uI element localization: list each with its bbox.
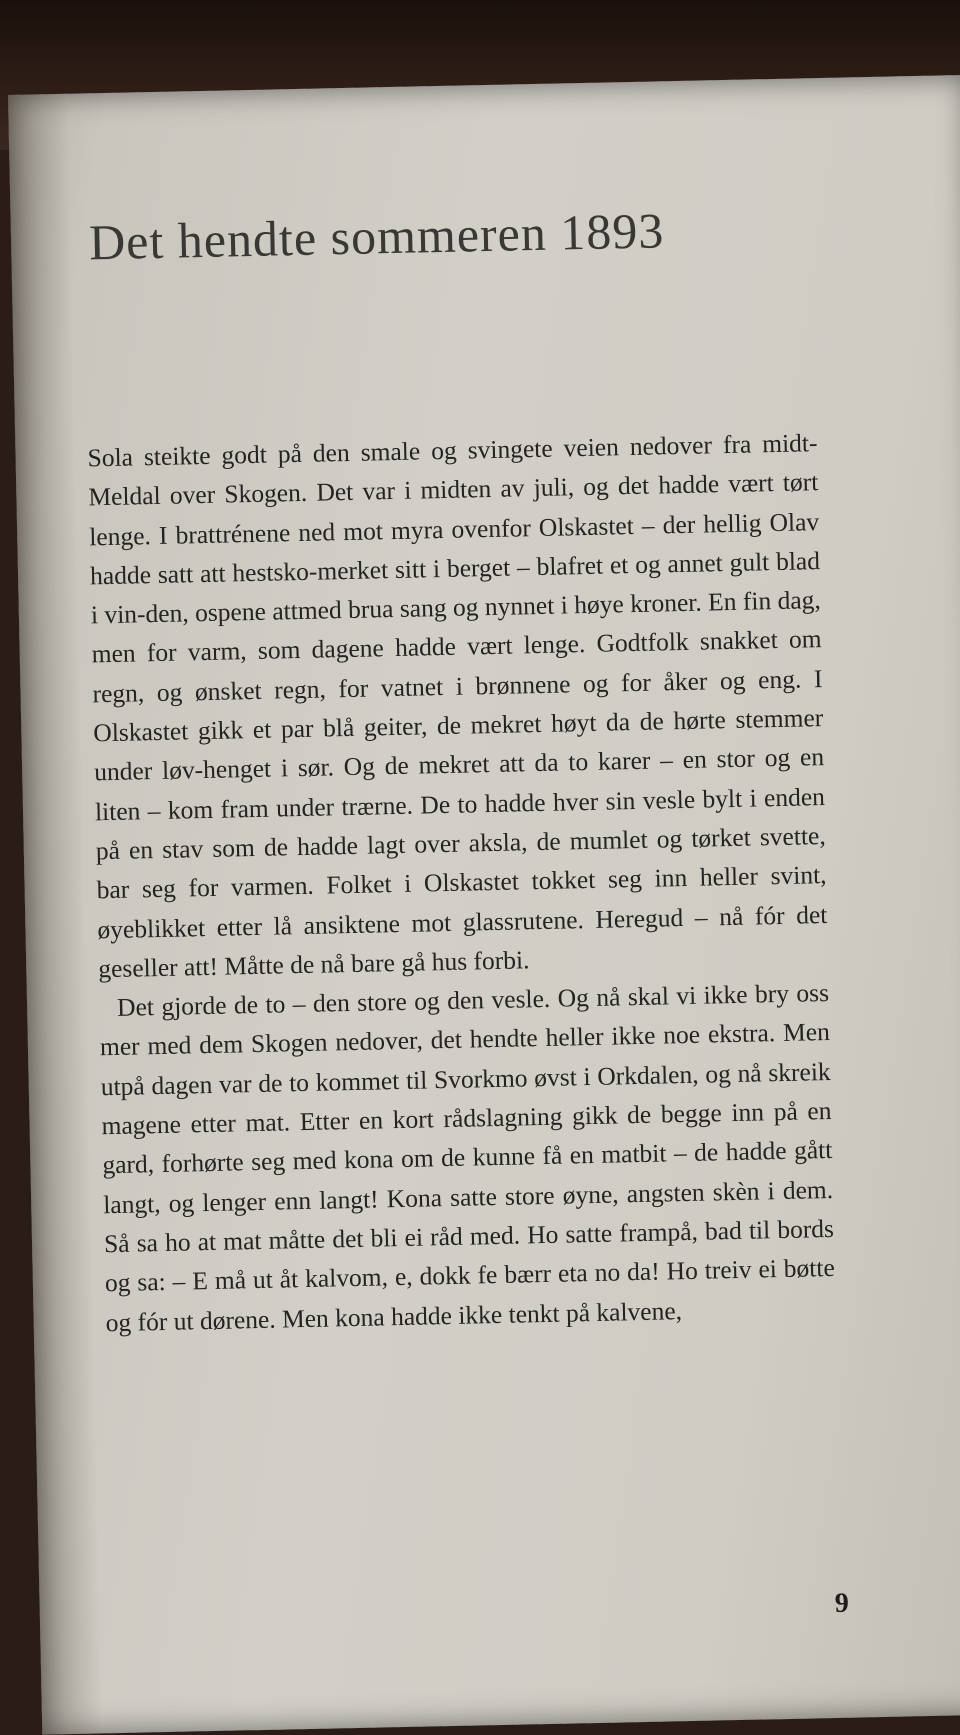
body-text [87,423,836,1342]
page-number: 9 [834,1587,850,1620]
book-page [8,75,960,1735]
chapter-title: Det hendte sommeren 1893 [88,202,665,271]
paragraph: Det gjorde de to – den store og den vesle. Og nå skal vi ikke bry oss mer med dem Skogen nedover, det hendte heller ikke noe ekstra. Men utpå dagen var de to kommet til Svorkmo øvst i Orkdalen, og nå skreik magene etter mat. Etter en kort rådslagning gikk de begge inn på en gard, forhørte seg med kona om de kunne få en matbit – de hadde gått langt, og lenger enn langt! Kona satte store øyne, angsten skèn i dem. Så sa ho at mat måtte det bli ei råd med. Ho satte frampå, bad til bords og sa: – E må ut åt kalvom, e, dokk fe bærr eta no da! Ho treiv ei bøtte og fór ut dørene. Men kona hadde ikke tenkt på kalvene, [99,978,836,1337]
paragraph: Sola steikte godt på den smale og svingete veien nedover fra midt-Meldal over Skogen. Det var i midten av juli, og det hadde vært tørt lenge. I brattrénene ned mot myra ovenfor Olskastet – der hellig Olav hadde satt att hestsko-merket sitt i berget – blafret et og annet gult blad i vin-den, ospene attmed brua sang og nynnet i høye kroner. En fin dag, men for varm, som dagene hadde vært lenge. Godtfolk snakket om regn, og ønsket regn, for vatnet i brønnene og for åker og eng. I Olskastet gikk et par blå geiter, de mekret høyt da de hørte stemmer under løv-henget i sør. Og de mekret att da to karer – en stor og en liten – kom fram under trærne. De to hadde hver sin vesle bylt i enden på en stav som de hadde lagt over aksla, de mumlet og tørket svette, bar seg for varmen. Folket i Olskastet tokket seg inn heller svint, øyeblikket etter lå ansiktene mot glassrutene. Heregud – nå fór det geseller att! Måtte de nå bare gå hus forbi. [87,428,828,984]
